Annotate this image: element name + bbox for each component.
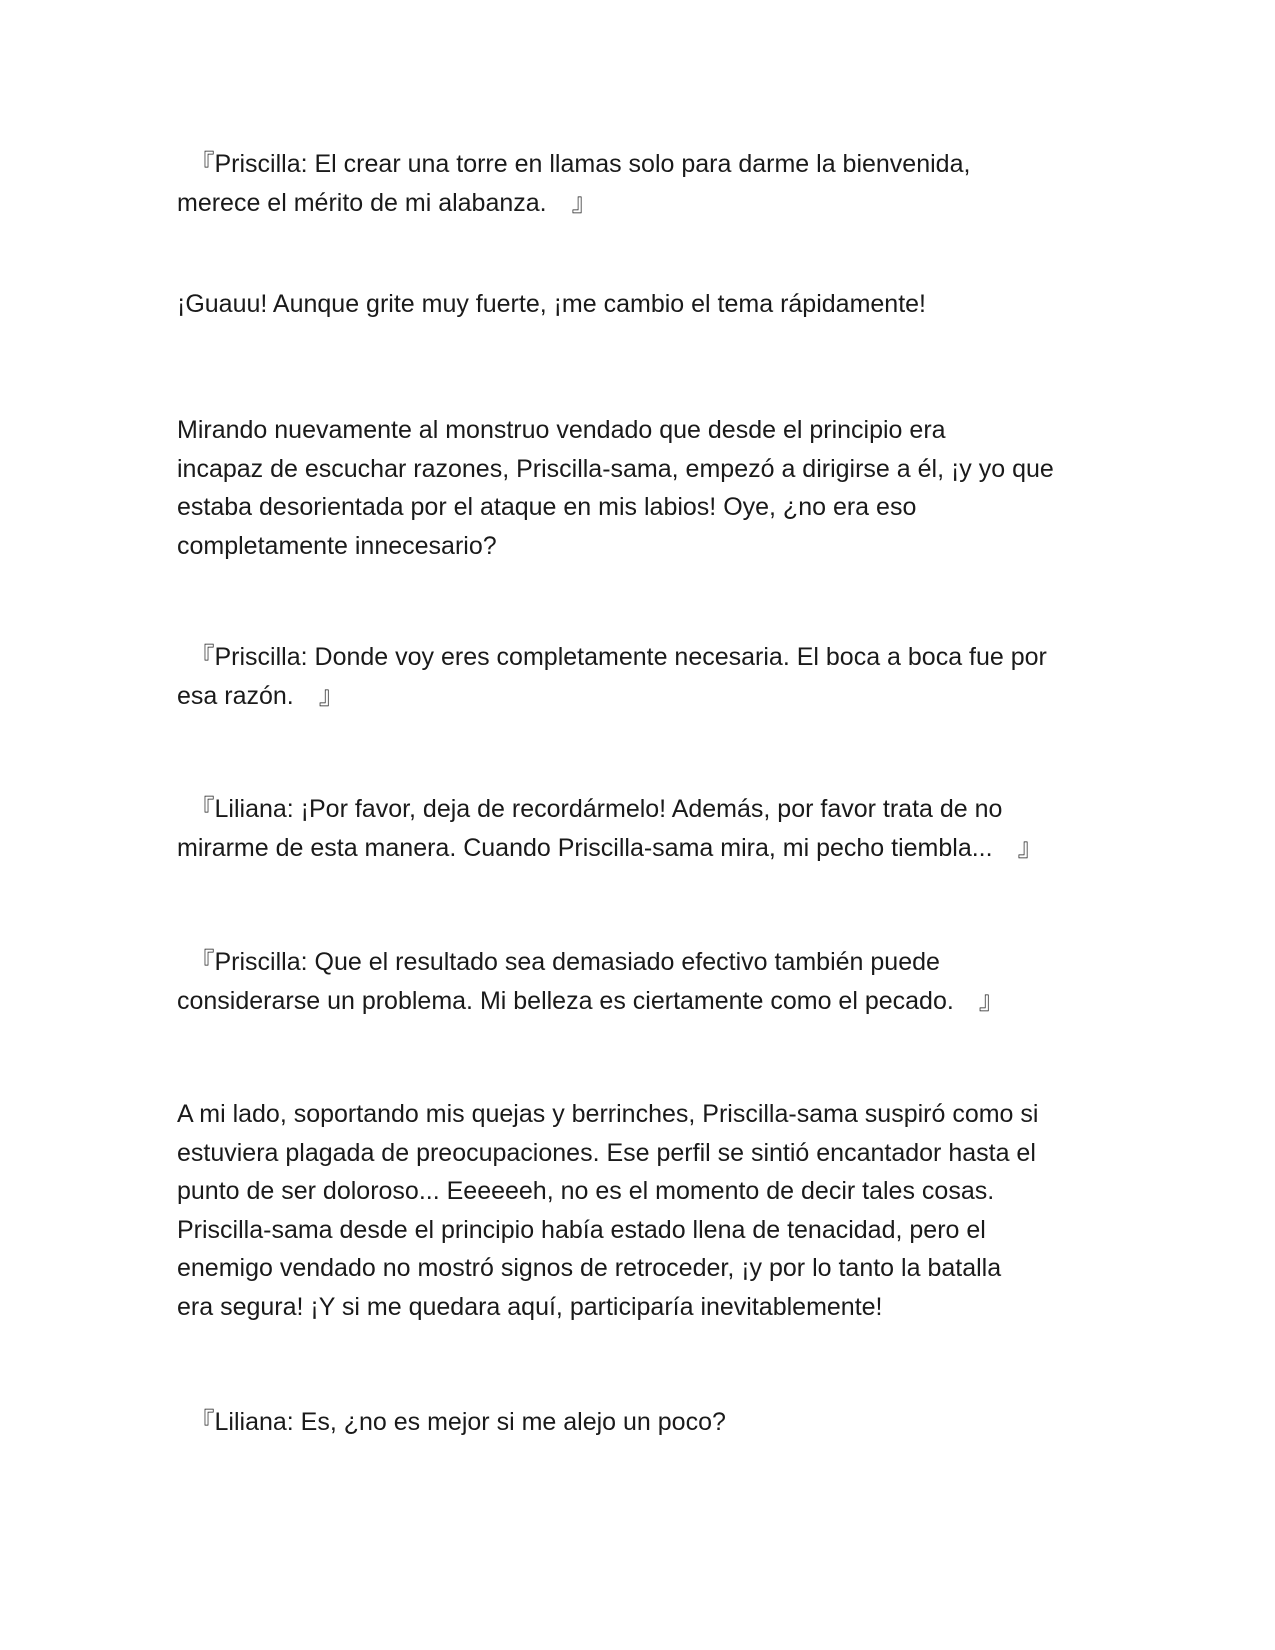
dialogue-paragraph: 『Priscilla: Que el resultado sea demasiado efectivo también puede considerarse un problema. Mi belleza es ciertamente como el pecado. 』 bbox=[177, 948, 1004, 1015]
dialogue-paragraph: 『Liliana: ¡Por favor, deja de recordármelo! Además, por favor trata de no mirarme de esta manera. Cuando Priscilla-sama mira, mi pecho tiembla... 』 bbox=[177, 795, 1043, 862]
dialogue-paragraph: 『Liliana: Es, ¿no es mejor si me alejo un poco? bbox=[177, 1408, 726, 1436]
dialogue-paragraph: 『Priscilla: Donde voy eres completamente necesaria. El boca a boca fue por esa razón. 』 bbox=[177, 643, 1047, 710]
narration-paragraph: Mirando nuevamente al monstruo vendado que desde el principio era incapaz de escuchar razones, Priscilla-sama, empezó a dirigirse a él, ¡y yo que estaba desorientada por el ataque en mis labios! Oye, ¿no era eso completamente innecesario? bbox=[177, 416, 1054, 560]
dialogue-paragraph: 『Priscilla: El crear una torre en llamas solo para darme la bienvenida, merece el mérito de mi alabanza. 』 bbox=[177, 150, 971, 217]
narration-paragraph: A mi lado, soportando mis quejas y berrinches, Priscilla-sama suspiró como si estuviera plagada de preocupaciones. Ese perfil se sintió encantador hasta el punto de ser doloroso... Eeeeeeh, no es el momento de decir tales cosas. Priscilla-sama desde el principio había estado llena de tenacidad, pero el enemigo vendado no mostró signos de retroceder, ¡y por lo tanto la batalla era segura! ¡Y si me quedara aquí, participaría inevitablemente! bbox=[177, 1100, 1039, 1321]
narration-paragraph: ¡Guauu! Aunque grite muy fuerte, ¡me cambio el tema rápidamente! bbox=[177, 290, 926, 318]
